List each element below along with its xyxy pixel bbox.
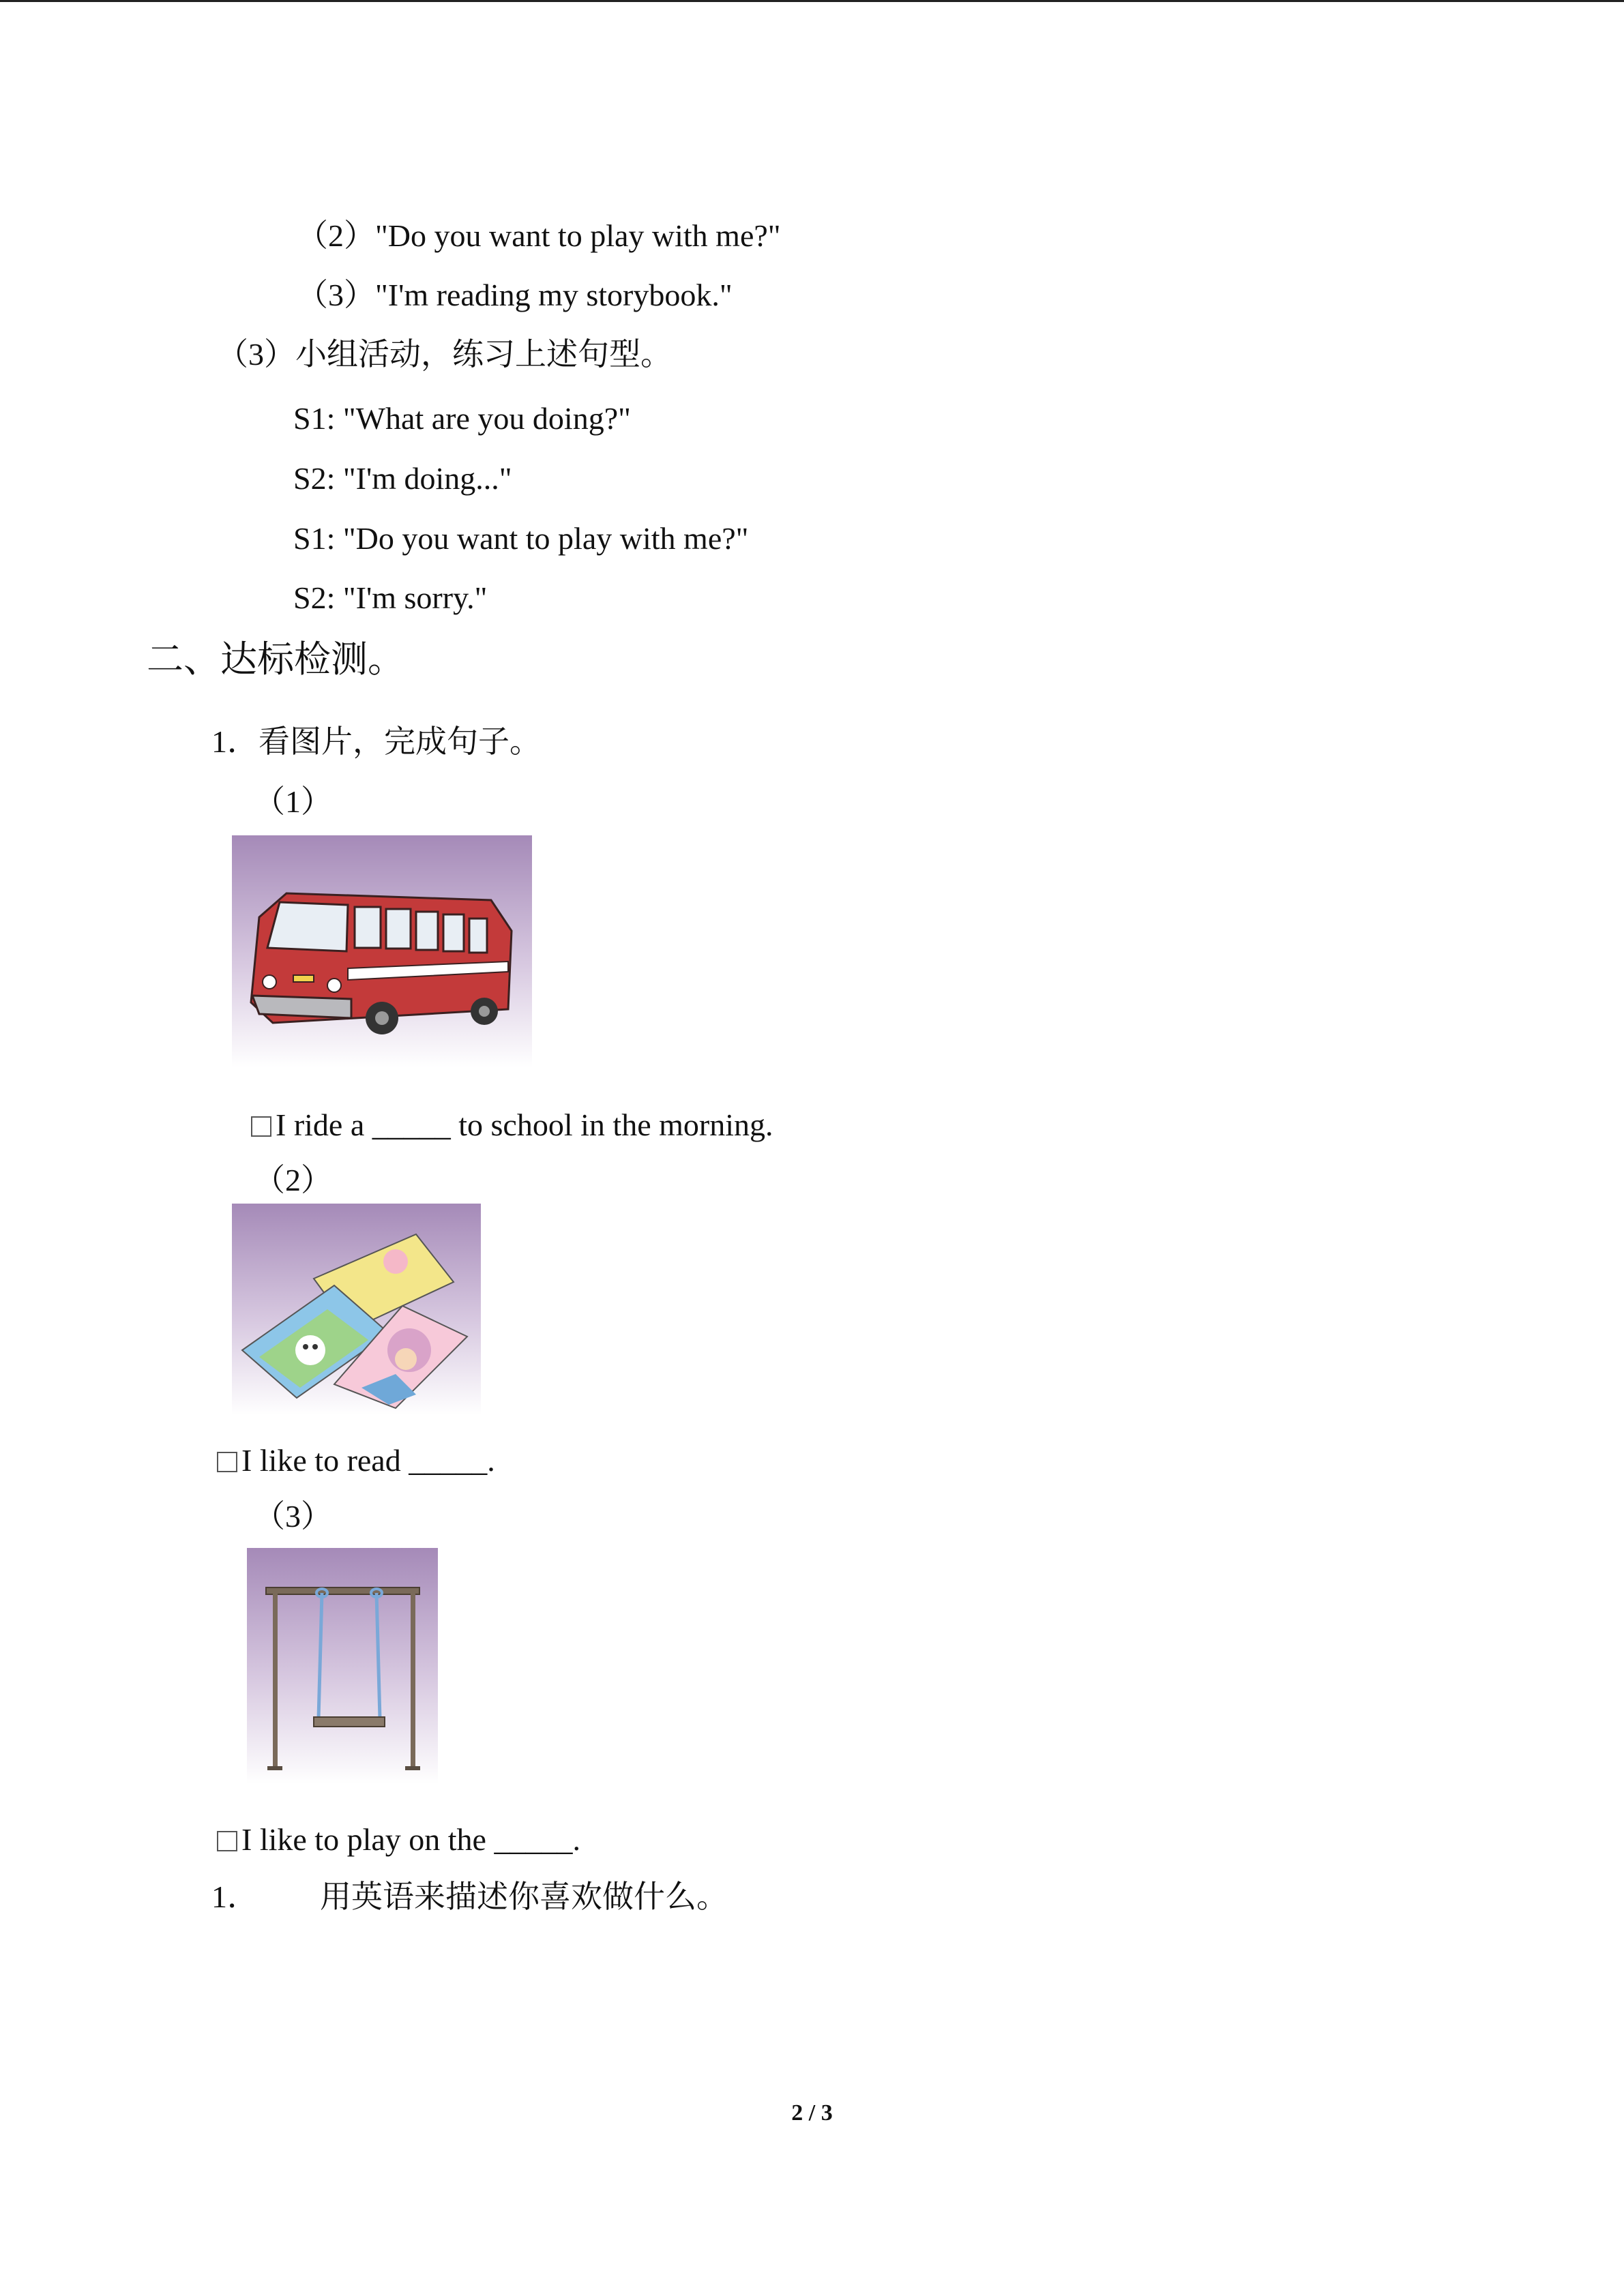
task1-title: 1．看图片，完成句子。 xyxy=(211,724,541,759)
item1-number: （1） xyxy=(254,784,332,819)
task2-line xyxy=(211,1878,728,1916)
storybooks-picture xyxy=(232,1204,481,1415)
dialogue-s1-invite: S1: "Do you want to play with me?" xyxy=(293,521,749,556)
checkbox-icon[interactable] xyxy=(217,1831,237,1851)
item3-number: （3） xyxy=(254,1499,332,1534)
checkbox-icon[interactable] xyxy=(217,1452,237,1472)
dialogue-s2-sorry: S2: "I'm sorry." xyxy=(293,580,488,615)
task2-number: 1． xyxy=(211,1879,259,1914)
section-heading: 二、达标检测。 xyxy=(147,639,404,680)
dialogue-s2-answer: S2: "I'm doing..." xyxy=(293,461,512,496)
item1-sentence xyxy=(251,1106,773,1144)
page-number: 2 / 3 xyxy=(791,2100,833,2126)
group-activity-instruction: （3）小组活动，练习上述句型。 xyxy=(217,337,672,372)
dialogue-line-2: （2）"Do you want to play with me?" xyxy=(297,218,781,253)
bus-picture xyxy=(232,835,532,1067)
item3-sentence xyxy=(217,1821,580,1859)
item2-sentence xyxy=(217,1442,495,1480)
item3-sentence-text: I like to play on the _____. xyxy=(241,1822,580,1857)
dialogue-s1-question: S1: "What are you doing?" xyxy=(293,401,631,436)
item1-sentence-text: I ride a _____ to school in the morning. xyxy=(276,1107,773,1142)
top-border-line xyxy=(0,0,1624,2)
swing-picture xyxy=(247,1548,438,1784)
dialogue-line-3: （3）"I'm reading my storybook." xyxy=(297,278,733,312)
item2-sentence-text: I like to read _____. xyxy=(241,1443,495,1478)
checkbox-icon[interactable] xyxy=(251,1116,271,1137)
task2-title: 用英语来描述你喜欢做什么。 xyxy=(320,1879,728,1914)
item2-number: （2） xyxy=(254,1163,332,1197)
